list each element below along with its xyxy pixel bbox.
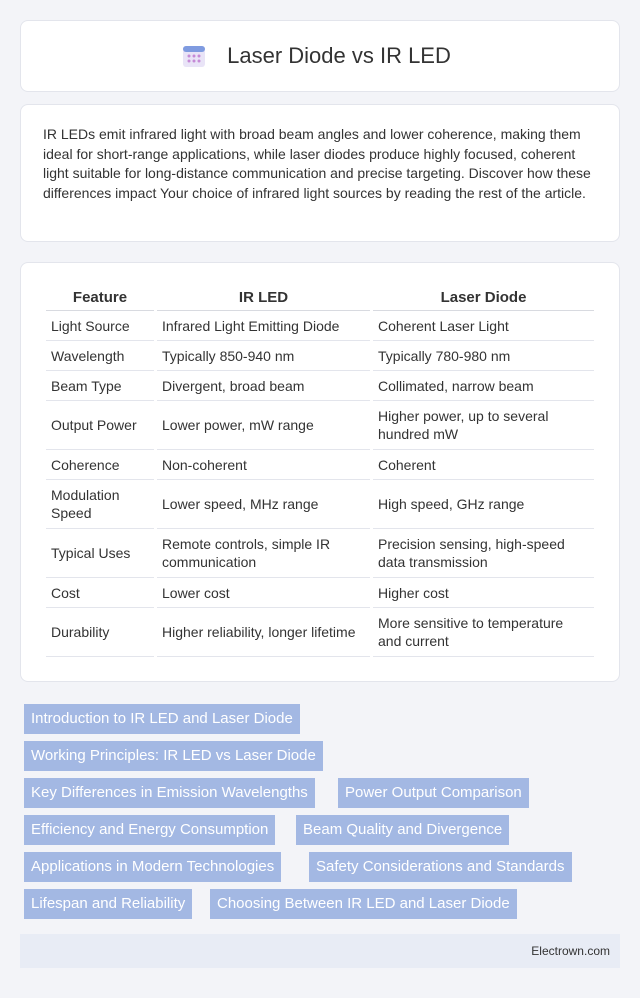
table-header-row (46, 285, 594, 311)
comparison-table-card (20, 262, 620, 682)
topic-tag-lifespan[interactable]: Lifespan and Reliability (24, 889, 192, 919)
table-cell: Coherence (46, 450, 154, 480)
table-cell: Typically 780-980 nm (373, 341, 594, 371)
topic-tag-working-principles[interactable]: Working Principles: IR LED vs Laser Diode (24, 741, 323, 771)
footer (20, 934, 620, 968)
intro-paragraph: IR LEDs emit infrared light with broad beam angles and lower coherence, making them ideal for short-range applications, while laser diodes produce highly focused, coherent light suitable for long-distance communication and precise targeting. Discover how these differences impact Your choice of infrared light sources by reading the rest of the article. (43, 126, 591, 201)
table-row (46, 608, 594, 657)
column-header-feature: Feature (46, 285, 154, 311)
topic-tag-choosing[interactable]: Choosing Between IR LED and Laser Diode (210, 889, 517, 919)
table-cell: Modulation Speed (46, 480, 154, 529)
title-card (20, 20, 620, 92)
table-cell: Higher cost (373, 578, 594, 608)
topic-tag-introduction[interactable]: Introduction to IR LED and Laser Diode (24, 704, 300, 734)
topic-tag-emission-wavelengths[interactable]: Key Differences in Emission Wavelengths (24, 778, 315, 808)
table-cell: Beam Type (46, 371, 154, 401)
table-cell: Collimated, narrow beam (373, 371, 594, 401)
table-cell: Typically 850-940 nm (157, 341, 370, 371)
table-cell: Durability (46, 608, 154, 657)
table-cell: High speed, GHz range (373, 480, 594, 529)
topic-tag-efficiency[interactable]: Efficiency and Energy Consumption (24, 815, 275, 845)
table-cell: Lower power, mW range (157, 401, 370, 450)
table-cell: Lower speed, MHz range (157, 480, 370, 529)
table-cell: Wavelength (46, 341, 154, 371)
table-row (46, 578, 594, 608)
column-header-ir-led: IR LED (157, 285, 370, 311)
calendar-grid-icon (181, 43, 207, 69)
table-cell: Lower cost (157, 578, 370, 608)
table-cell: Coherent (373, 450, 594, 480)
table-cell: Higher reliability, longer lifetime (157, 608, 370, 657)
table-cell: More sensitive to temperature and current (373, 608, 594, 657)
table-row (46, 311, 594, 341)
table-cell: Divergent, broad beam (157, 371, 370, 401)
table-row (46, 371, 594, 401)
table-cell: Light Source (46, 311, 154, 341)
topic-tag-power-output[interactable]: Power Output Comparison (338, 778, 529, 808)
table-row (46, 480, 594, 529)
table-cell: Cost (46, 578, 154, 608)
table-cell: Higher power, up to several hundred mW (373, 401, 594, 450)
table-row (46, 450, 594, 480)
table-row (46, 401, 594, 450)
topic-tag-applications[interactable]: Applications in Modern Technologies (24, 852, 281, 882)
table-row (46, 341, 594, 371)
table-cell: Remote controls, simple IR communication (157, 529, 370, 578)
comparison-table (43, 285, 597, 657)
page-title: Laser Diode vs IR LED (227, 43, 451, 68)
intro-card (20, 104, 620, 242)
topic-tag-beam-quality[interactable]: Beam Quality and Divergence (296, 815, 509, 845)
table-cell: Infrared Light Emitting Diode (157, 311, 370, 341)
table-cell: Coherent Laser Light (373, 311, 594, 341)
table-cell: Output Power (46, 401, 154, 450)
column-header-laser-diode: Laser Diode (373, 285, 594, 311)
footer-site-link[interactable]: Electrown.com (531, 944, 610, 958)
table-cell: Non-coherent (157, 450, 370, 480)
table-cell: Precision sensing, high-speed data transmission (373, 529, 594, 578)
table-row (46, 529, 594, 578)
topic-tag-safety[interactable]: Safety Considerations and Standards (309, 852, 572, 882)
table-cell: Typical Uses (46, 529, 154, 578)
